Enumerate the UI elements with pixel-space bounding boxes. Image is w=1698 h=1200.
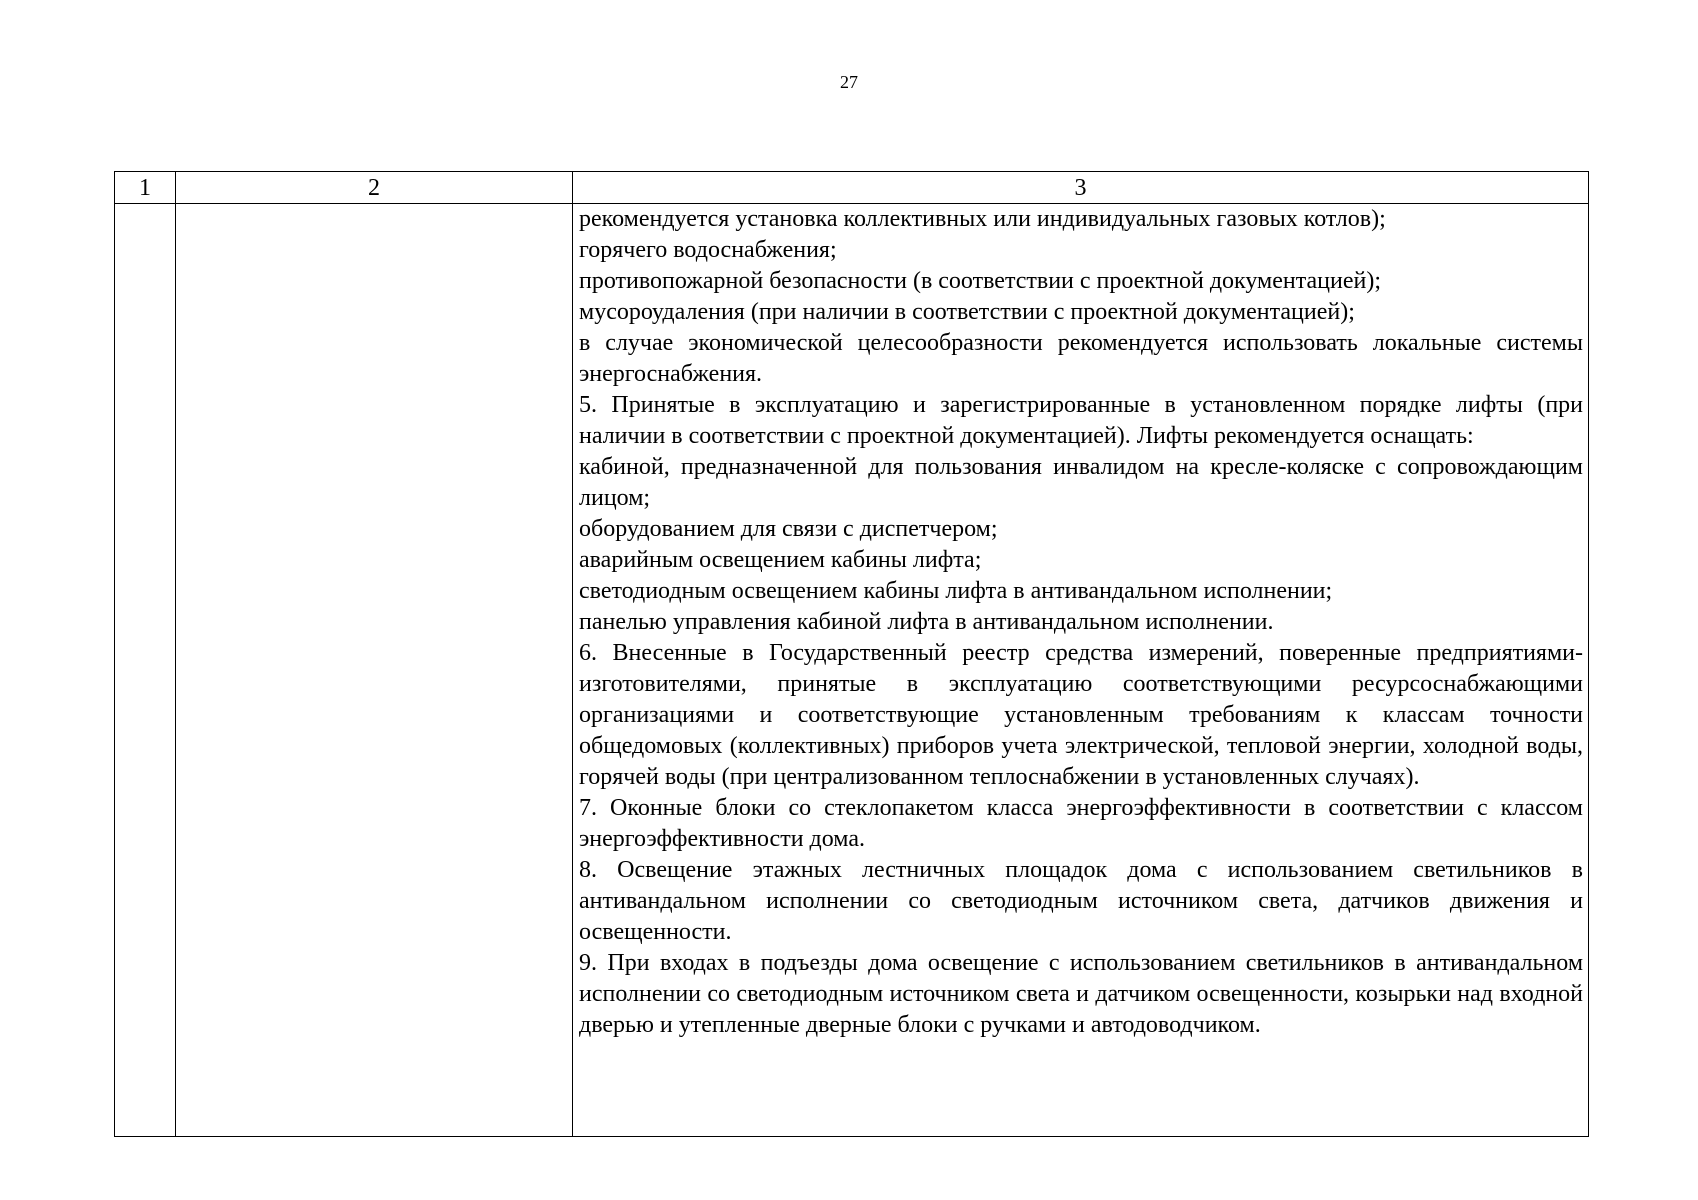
- table-row: [115, 204, 1589, 1137]
- paragraph: мусороудаления (при наличии в соответствии с проектной документацией);: [579, 299, 1355, 325]
- paragraph: противопожарной безопасности (в соответствии с проектной документацией);: [579, 268, 1382, 294]
- paragraph-item-6: 6. Внесенные в Государственный реестр средства измерений, поверенные предприятиями-изготовителями, принятые в эксплуатацию соответствующими ресурсоснабжающими организациями и соответствующие установленным требованиям к классам точности общедомовых (коллективных) приборов учета электрической, тепловой энергии, холодной воды, горячей воды (при централизованном теплоснабжении в установленных случаях).: [579, 640, 1583, 790]
- paragraph: рекомендуется установка коллективных или индивидуальных газовых котлов);: [579, 206, 1386, 232]
- requirements-table: [114, 171, 1589, 1137]
- cell-col1: [115, 204, 176, 1137]
- paragraph-item-7: 7. Оконные блоки со стеклопакетом класса энергоэффективности в соответствии с классом энергоэффективности дома.: [579, 795, 1583, 852]
- paragraph-item-9: 9. При входах в подъезды дома освещение с использованием светильников в антивандальном исполнении со светодиодным источником света и датчиком освещенности, козырьки над входной дверью и утепленные дверные блоки с ручками и автодоводчиком.: [579, 950, 1583, 1038]
- page-number: 27: [840, 72, 858, 92]
- paragraph: оборудованием для связи с диспетчером;: [579, 516, 998, 542]
- column-header-3: 3: [573, 172, 1589, 204]
- paragraph: кабиной, предназначенной для пользования инвалидом на кресле-коляске с сопровождающим лицом;: [579, 454, 1583, 511]
- paragraph: аварийным освещением кабины лифта;: [579, 547, 982, 573]
- paragraph: в случае экономической целесообразности рекомендуется использовать локальные системы энергоснабжения.: [579, 330, 1583, 387]
- cell-col2: [176, 204, 573, 1137]
- cell-col3: [573, 204, 1589, 1137]
- paragraph: светодиодным освещением кабины лифта в антивандальном исполнении;: [579, 578, 1333, 604]
- paragraph: панелью управления кабиной лифта в антивандальном исполнении.: [579, 609, 1274, 635]
- column-header-2: 2: [176, 172, 573, 204]
- column-header-1: 1: [115, 172, 176, 204]
- paragraph: горячего водоснабжения;: [579, 237, 837, 263]
- paragraph-item-8: 8. Освещение этажных лестничных площадок дома с использованием светильников в антивандальном исполнении со светодиодным источником света, датчиков движения и освещенности.: [579, 857, 1583, 945]
- table-header-row: [115, 172, 1589, 204]
- paragraph-item-5: 5. Принятые в эксплуатацию и зарегистрированные в установленном порядке лифты (при наличии в соответствии с проектной документацией). Лифты рекомендуется оснащать:: [579, 392, 1583, 449]
